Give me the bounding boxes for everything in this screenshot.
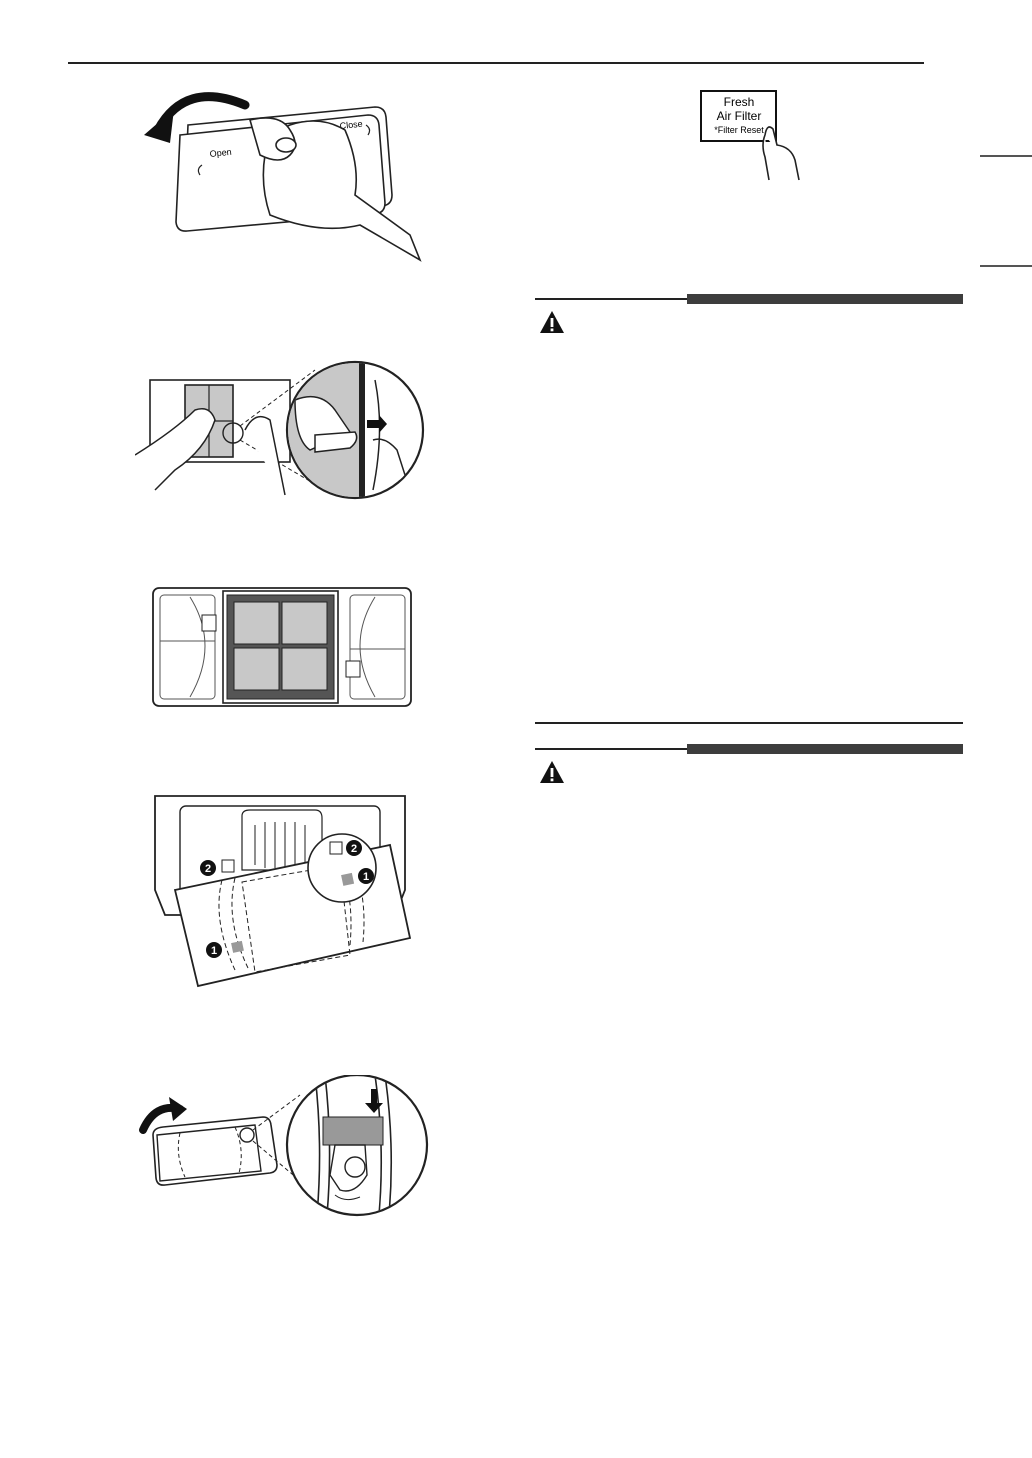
curved-arrow-icon — [144, 109, 174, 143]
remove-filter-illustration — [135, 340, 430, 510]
fresh-air-filter-illustration — [695, 85, 805, 185]
open-cover-illustration — [140, 85, 430, 265]
callout-1-label: 1 — [210, 945, 218, 957]
reinstall-cover-illustration — [150, 790, 415, 995]
header-rule — [68, 62, 924, 64]
side-tab-mark — [980, 155, 1032, 157]
callout-2-label: 2 — [350, 843, 358, 855]
button-line-2: Air Filter — [716, 109, 762, 123]
hands — [250, 118, 420, 260]
close-label: Close — [339, 118, 364, 131]
callout-2-label: 2 — [204, 863, 212, 875]
side-tab-mark — [980, 265, 1032, 267]
hand — [763, 127, 799, 180]
open-label: Open — [209, 146, 233, 159]
curved-arrow-icon — [169, 1097, 187, 1121]
warning-triangle-icon — [539, 310, 565, 334]
section-rule — [535, 722, 963, 724]
warning-triangle-icon — [539, 760, 565, 784]
button-line-3: *Filter Reset — [714, 125, 764, 135]
button-line-1: Fresh — [723, 95, 755, 109]
filter-frame-illustration — [150, 585, 415, 710]
callout-1-label: 1 — [362, 871, 370, 883]
close-cover-illustration — [135, 1075, 430, 1220]
